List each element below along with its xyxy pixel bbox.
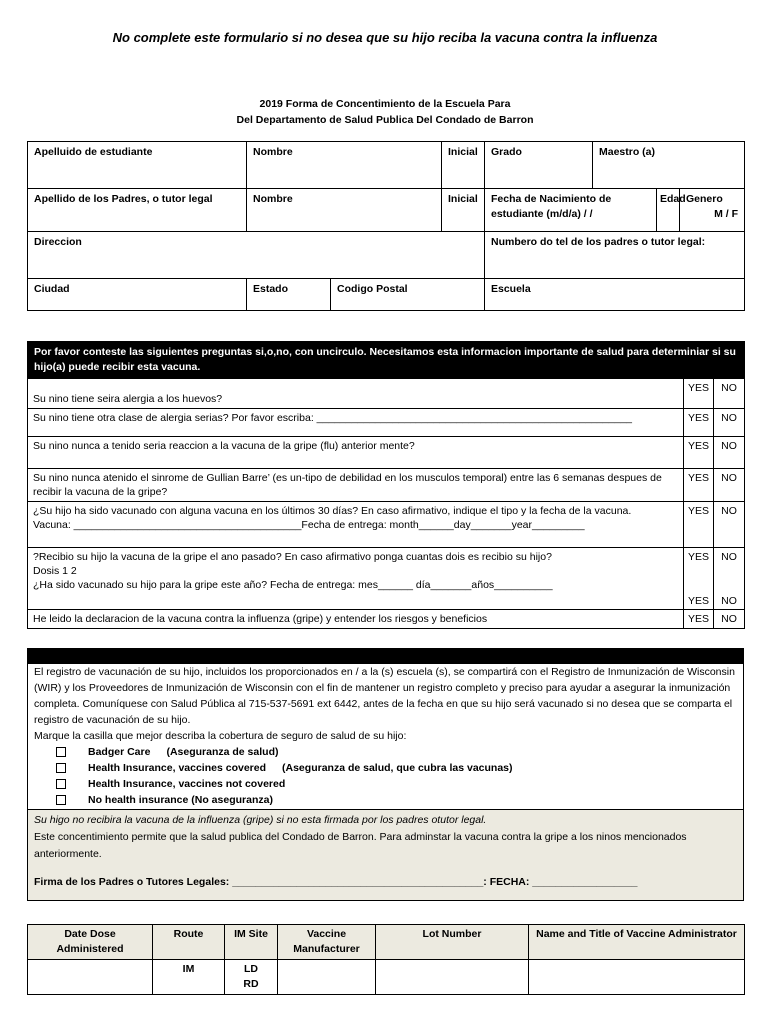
checkbox-icon[interactable] bbox=[56, 763, 66, 773]
student-last-name-field[interactable]: Apelluido de estudiante bbox=[28, 142, 247, 189]
lot-number-cell[interactable] bbox=[376, 960, 529, 995]
zip-code-field[interactable]: Codigo Postal bbox=[331, 279, 485, 311]
insurance-option-badger-care[interactable]: Badger Care (Aseguranza de salud) bbox=[34, 744, 737, 760]
checkbox-icon[interactable] bbox=[56, 747, 66, 757]
recent-vaccine-text: ¿Su hijo ha sido vacunado con alguna vacuna en los últimos 30 días? En caso afirmativo, indique el tipo y la fecha de la vacuna. bbox=[33, 505, 632, 517]
im-site-ld[interactable]: LD bbox=[244, 963, 258, 975]
header-manufacturer: Vaccine Manufacturer bbox=[278, 925, 376, 960]
q5-no-option[interactable]: NO bbox=[714, 502, 745, 548]
q6b-no-option[interactable]: NO bbox=[721, 595, 737, 607]
registry-text: El registro de vacunación de su hijo, incluidos los proporcionados en / a la (s) escuela (s), se compartirá con el Registro de Inmunización de Wisconsin (WIR) y los Proveedores de Inmunización de Wisconsin con el fin de mantener un registro completo y preciso para ayudar a asegurar la inmunización completa. Comuníquese con Salud Pública al 715-537-5691 ext 6442, antes de la fecha en que su hijo será vacunado si no desea que se comparta el registro de vacunación de su hijo. bbox=[34, 666, 735, 726]
registry-section bbox=[27, 664, 744, 809]
q3-yes-option[interactable]: YES bbox=[684, 437, 714, 469]
this-year-flu-text: ¿Ha sido vacunado su hijo para la gripe este año? Fecha de entrega: mes______ día_______años__________ bbox=[33, 579, 553, 591]
signature-line[interactable]: Firma de los Padres o Tutores Legales: ___________________________________________: FECHA: __________________ bbox=[34, 876, 638, 888]
parent-phone-field[interactable]: Numbero do tel de los padres o tutor legal: bbox=[485, 232, 745, 279]
student-first-name-field[interactable]: Nombre bbox=[247, 142, 442, 189]
form-title-line-2: Del Departamento de Salud Publica Del Condado de Barron bbox=[236, 114, 534, 126]
q6b-yes-option[interactable]: YES bbox=[687, 595, 709, 607]
age-field[interactable]: Edad bbox=[657, 189, 680, 232]
date-dose-cell[interactable] bbox=[28, 960, 153, 995]
question-guillain-barre: Su nino nunca atenido el sinrome de Gullian Barre’ (es un-tipo de debilidad en los musculos temporal) entre las 6 semanas despues de recibir la vacuna de la gripe? bbox=[28, 469, 684, 502]
gender-field[interactable]: Genero M / F bbox=[680, 189, 745, 232]
q1-no-option[interactable]: NO bbox=[714, 379, 745, 409]
last-year-flu-text: ?Recibio su hijo la vacuna de la gripe el ano pasado? En caso afirmativo ponga cuantas dois es recibio su hijo? bbox=[33, 551, 552, 563]
q6-no-options[interactable] bbox=[714, 548, 745, 610]
q4-yes-option[interactable]: YES bbox=[684, 469, 714, 502]
question-recent-vaccine bbox=[28, 502, 684, 548]
consent-warning: Su higo no recibira la vacuna de la influenza (gripe) si no esta firmada por los padres otutor legal. bbox=[34, 814, 487, 826]
question-other-allergy: Su nino tiene otra clase de alergia serias? Por favor escriba: ______________________________________________________ bbox=[28, 409, 684, 437]
insurance-question: Marque la casilla que mejor describa la cobertura de seguro de salud de su hijo: bbox=[34, 730, 407, 742]
city-field[interactable]: Ciudad bbox=[28, 279, 247, 311]
warning-heading: No complete este formulario si no desea que su hijo reciba la vacuna contra la influenza bbox=[112, 30, 658, 45]
checkbox-icon[interactable] bbox=[56, 795, 66, 805]
questions-header: Por favor conteste las siguientes preguntas si,o,no, con uncirculo. Necesitamos esta informacion importante de salud para determiniar si su hijo(a) puede recibir esta vacuna. bbox=[28, 342, 745, 379]
q1-yes-option[interactable]: YES bbox=[684, 379, 714, 409]
parent-initial-field[interactable]: Inicial bbox=[442, 189, 485, 232]
recent-vaccine-blanks: Vacuna: _______________________________________Fecha de entrega: month______day_______year_________ bbox=[33, 519, 585, 531]
question-egg-allergy: Su nino tiene seira alergia a los huevos? bbox=[28, 379, 684, 409]
school-field[interactable]: Escuela bbox=[485, 279, 745, 311]
form-title-line-1: 2019 Forma de Concentimiento de la Escuela Para bbox=[259, 98, 511, 110]
doses-options: Dosis 1 2 bbox=[33, 565, 77, 577]
grade-field[interactable]: Grado bbox=[485, 142, 593, 189]
parent-last-name-field[interactable]: Apellido de los Padres, o tutor legal bbox=[28, 189, 247, 232]
address-field[interactable]: Direccion bbox=[28, 232, 485, 279]
student-initial-field[interactable]: Inicial bbox=[442, 142, 485, 189]
birth-date-field[interactable]: Fecha de Nacimiento de estudiante (m/d/a) / / bbox=[485, 189, 657, 232]
q2-no-option[interactable]: NO bbox=[714, 409, 745, 437]
q2-yes-option[interactable]: YES bbox=[684, 409, 714, 437]
im-site-rd[interactable]: RD bbox=[243, 978, 259, 990]
state-field[interactable]: Estado bbox=[247, 279, 331, 311]
header-date-dose: Date Dose Administered bbox=[28, 925, 153, 960]
header-route: Route bbox=[153, 925, 225, 960]
header-lot-number: Lot Number bbox=[376, 925, 529, 960]
im-site-cell bbox=[225, 960, 278, 995]
administration-table bbox=[27, 924, 745, 995]
route-cell: IM bbox=[153, 960, 225, 995]
q3-no-option[interactable]: NO bbox=[714, 437, 745, 469]
q7-yes-option[interactable]: YES bbox=[684, 610, 714, 629]
header-im-site: IM Site bbox=[225, 925, 278, 960]
question-flu-reaction: Su nino nunca a tenido seria reaccion a la vacuna de la gripe (flu) anterior mente? bbox=[28, 437, 684, 469]
q5-yes-option[interactable]: YES bbox=[684, 502, 714, 548]
q7-no-option[interactable]: NO bbox=[714, 610, 745, 629]
section-divider-bar bbox=[27, 648, 744, 664]
q6-yes-option[interactable]: YES bbox=[687, 551, 709, 563]
q4-no-option[interactable]: NO bbox=[714, 469, 745, 502]
consent-text: Este concentimiento permite que la salud publica del Condado de Barron. Para adminstar la vacuna contra la gripe a los ninos mencionados anteriormente. bbox=[34, 831, 687, 860]
q6-no-option[interactable]: NO bbox=[721, 551, 737, 563]
student-info-table bbox=[27, 141, 745, 311]
insurance-option-none[interactable]: No health insurance (No aseguranza) bbox=[34, 792, 737, 808]
header-administrator: Name and Title of Vaccine Administrator bbox=[529, 925, 745, 960]
teacher-field[interactable]: Maestro (a) bbox=[593, 142, 745, 189]
insurance-option-not-covered[interactable]: Health Insurance, vaccines not covered bbox=[34, 776, 737, 792]
insurance-option-covered[interactable]: Health Insurance, vaccines covered (Aseguranza de salud, que cubra las vacunas) bbox=[34, 760, 737, 776]
checkbox-icon[interactable] bbox=[56, 779, 66, 789]
consent-section bbox=[27, 809, 744, 901]
parent-first-name-field[interactable]: Nombre bbox=[247, 189, 442, 232]
statement-read-vis: He leido la declaracion de la vacuna contra la influenza (gripe) y entender los riesgos y beneficios bbox=[28, 610, 684, 629]
form-title bbox=[0, 96, 770, 128]
q6-yes-options[interactable] bbox=[684, 548, 714, 610]
question-last-year-flu bbox=[28, 548, 684, 610]
administrator-cell[interactable] bbox=[529, 960, 745, 995]
manufacturer-cell[interactable] bbox=[278, 960, 376, 995]
health-questions-table bbox=[27, 341, 745, 629]
